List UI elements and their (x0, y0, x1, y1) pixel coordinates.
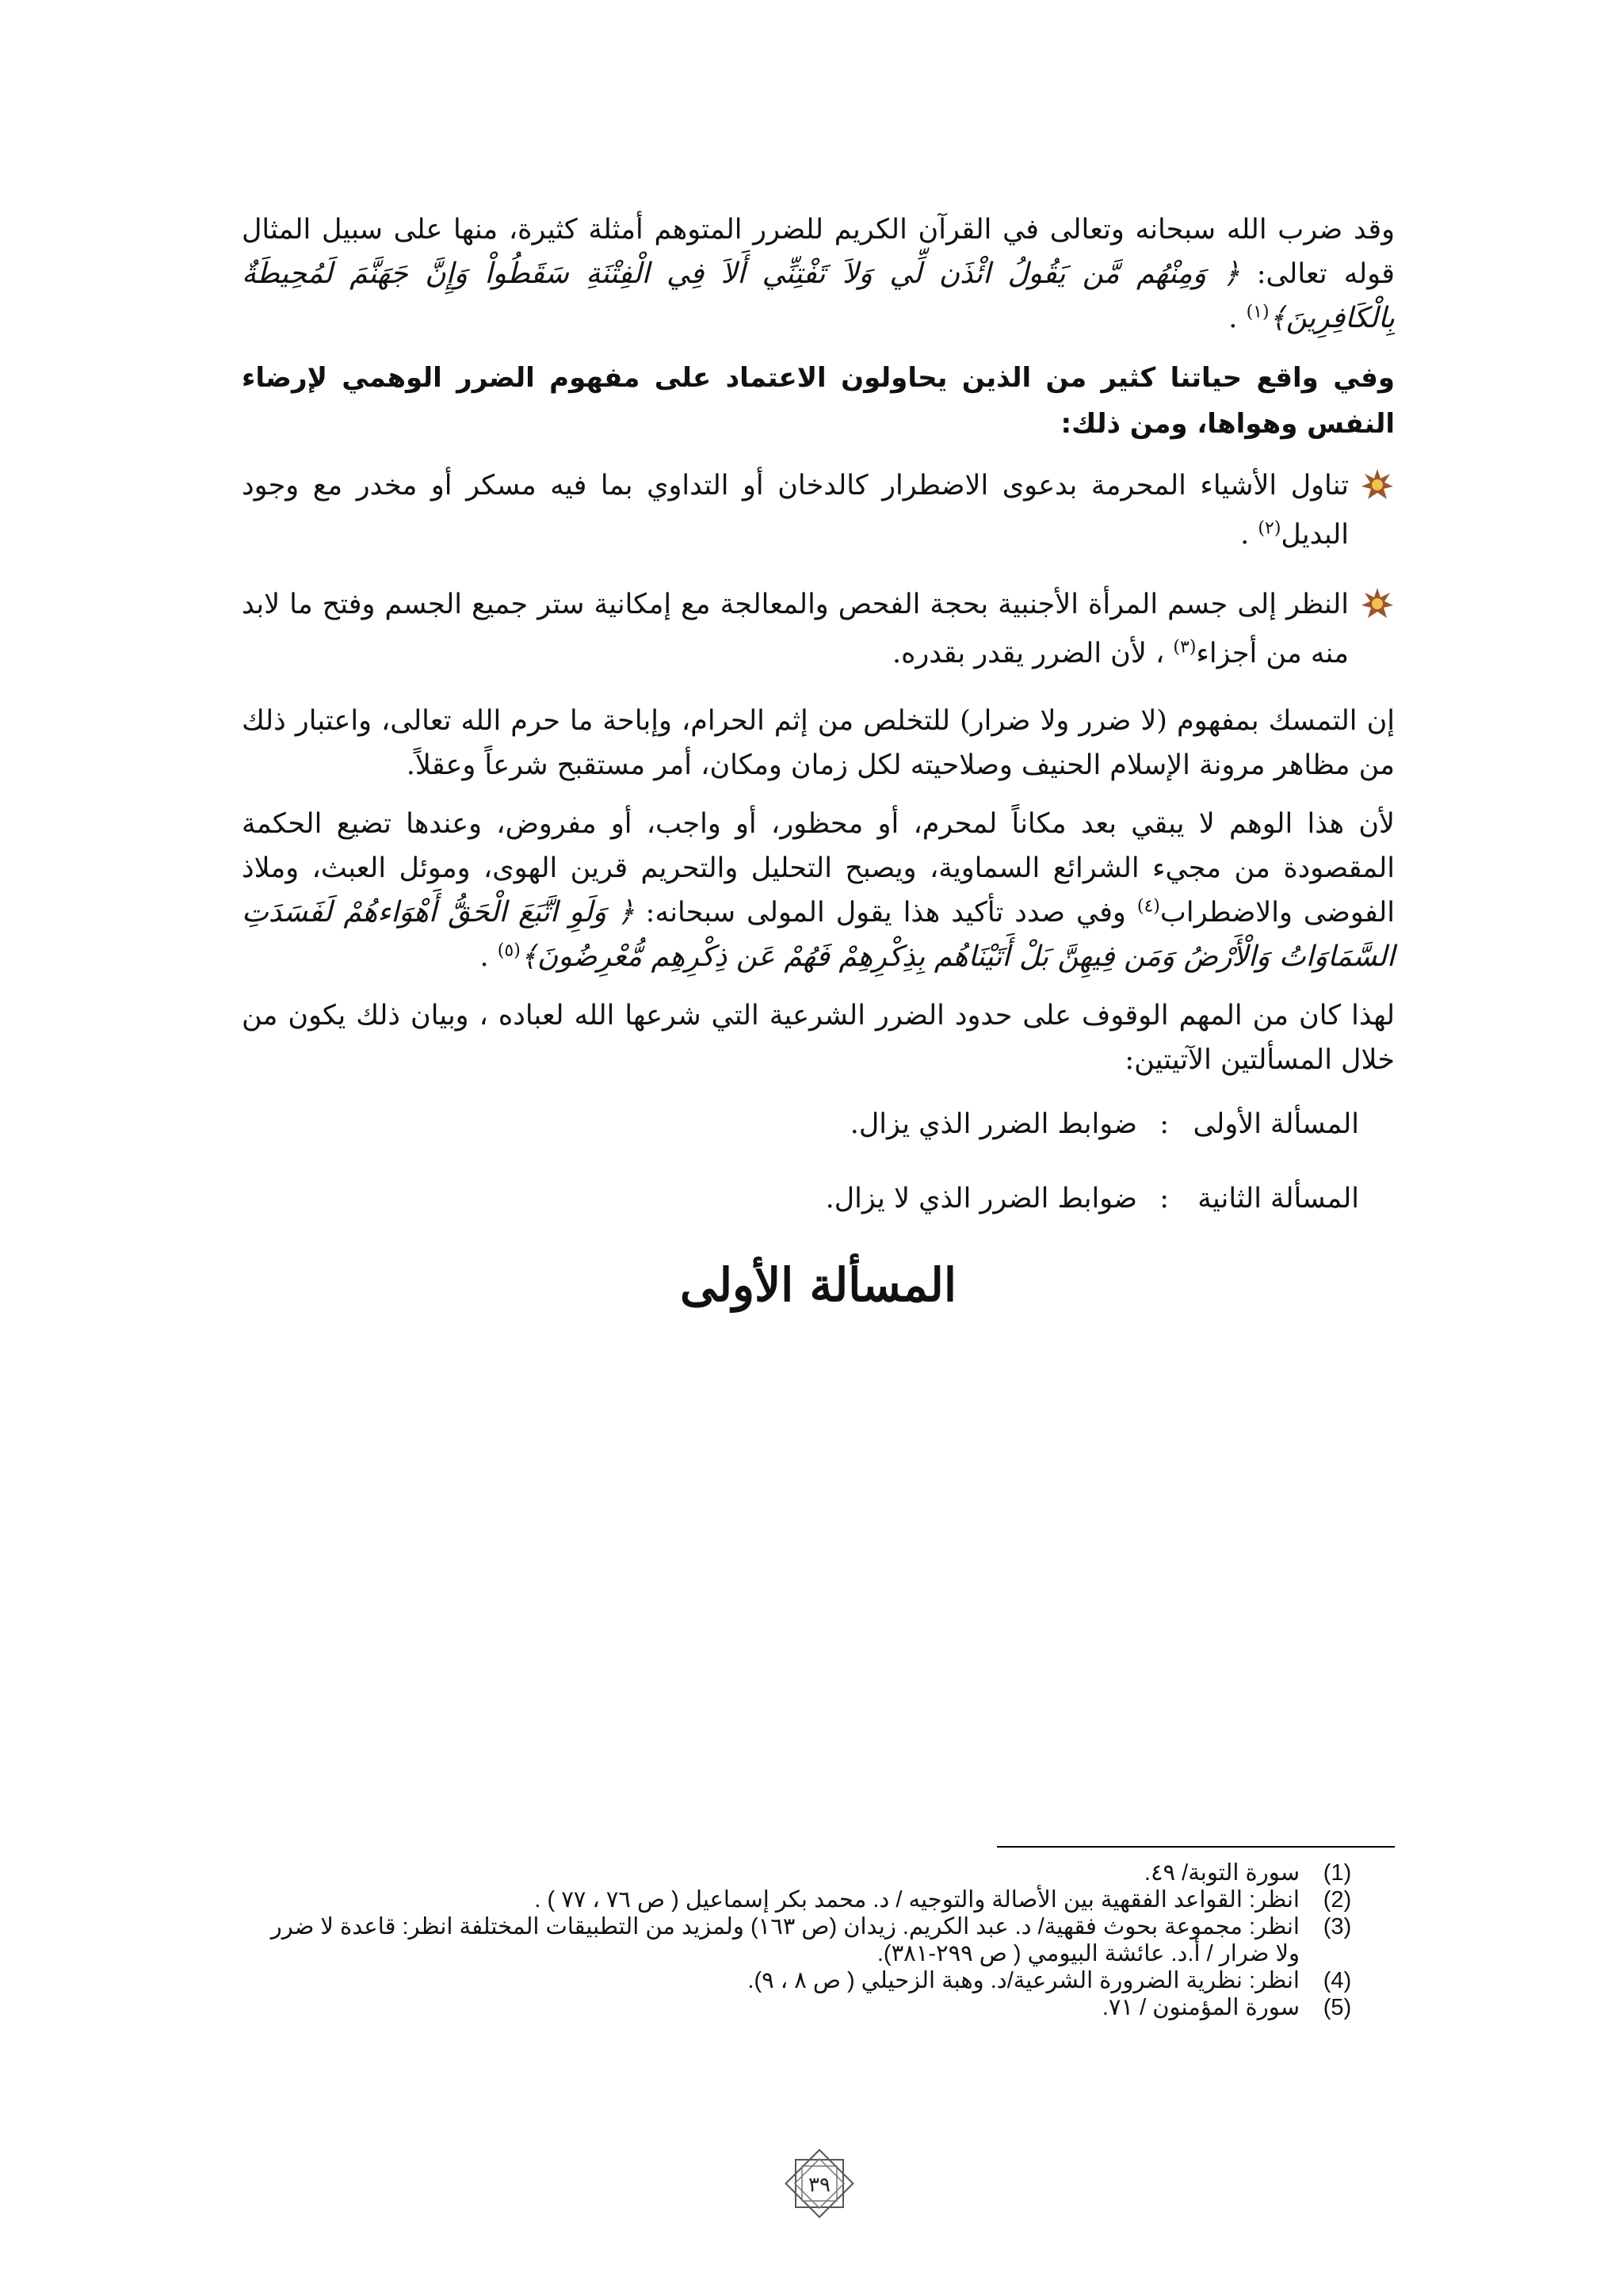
page-body (242, 208, 1395, 1317)
octagram-frame-icon (781, 2145, 857, 2222)
paragraph-2-bold: وفي واقع حياتنا كثير من الذين يحاولون الاعتماد على مفهوم الضرر الوهمي لإرضاء النفس وهواها، ومن ذلك: (242, 362, 1395, 440)
footnote-ref-4: (٤) (1136, 896, 1160, 917)
quran-verse-1: ﴿ وَمِنْهُم مَّن يَقُولُ ائْذَن لِّي وَلاَ تَفْتِنِّي أَلاَ فِي الْفِتْنَةِ سَقَطُواْ وَإِنَّ جَهَنَّمَ لَمُحِيطَةٌ بِالْكَافِرِينَ﴾ (242, 257, 1395, 334)
paragraph-4: لأن هذا الوهم لا يبقي بعد مكاناً لمحرم، أو محظور، أو واجب، أو مفروض، وعندها تضيع الحكمة المقصودة من مجيء الشرائع السماوية، ويصبح التحليل والتحريم قرين الهوى، وموئل العبث، وملاذ الفوضى والاضطراب$^{(٤)}$ وفي صدد تأكيد هذا يقول المولى سبحانه: ﴿ وَلَوِ اتَّبَعَ الْحَقُّ أَهْوَاءهُمْ لَفَسَدَتِ السَّمَاوَاتُ وَالْأَرْضُ وَمَن فِيهِنَّ بَلْ أَتَيْنَاهُم بِذِكْرِهِمْ فَهُمْ عَن ذِكْرِهِم مُّعْرِضُونَ﴾$^{(٥)}$ . (242, 808, 1395, 973)
issue-row-1: المسألة الأولى : ضوابط الضرر الذي يزال. (850, 1108, 1359, 1140)
paragraph-5: لهذا كان من المهم الوقوف على حدود الضرر الشرعية التي شرعها الله لعباده ، وبيان ذلك يكون من خلال المسألتين الآتيتين: (242, 1000, 1395, 1076)
bullet-item-1: تناول الأشياء المحرمة بدعوى الاضطرار كالدخان أو التداوي بما فيه مسكر أو مخدر مع وجود البديل$^{(٢)}$ . (242, 461, 1395, 559)
footnote-item: (3) انظر: مجموعة بحوث فقهية/ د. عبد الكريم. زيدان (ص ١٦٣) ولمزيد من التطبيقات المختلفة انظر: قاعدة لا ضرر ولا ضرار / أ.د. عائشة البيومي ( ص ٢٩٩-٣٨١). (270, 1914, 1352, 1966)
page-number-frame (781, 2145, 857, 2222)
quran-verse-2: ﴿ وَلَوِ اتَّبَعَ الْحَقُّ أَهْوَاءهُمْ لَفَسَدَتِ السَّمَاوَاتُ وَالْأَرْضُ وَمَن فِيهِنَّ بَلْ أَتَيْنَاهُم بِذِكْرِهِمْ فَهُمْ عَن ذِكْرِهِم مُّعْرِضُونَ﴾ (242, 896, 1395, 973)
footnote-item: (2) انظر: القواعد الفقهية بين الأصالة والتوجيه / د. محمد بكر إسماعيل ( ص ٧٦ ، ٧٧ ) . (534, 1887, 1352, 1913)
page-number: ٣٩ (808, 2173, 831, 2197)
paragraph-3: إن التمسك بمفهوم (لا ضرر ولا ضرار) للتخلص من إثم الحرام، وإباحة ما حرم الله تعالى، واعتبار ذلك من مظاهر مرونة الإسلام الحنيف وصلاحيته لكل زمان ومكان، أمر مستقبح شرعاً وعقلاً. (242, 705, 1395, 781)
footnote-ref-3: (٣) (1173, 637, 1197, 658)
footnote-item: (5) سورة المؤمنون / ٧١. (1102, 1995, 1352, 2020)
star-bullet-icon (1360, 467, 1395, 502)
bullet-item-2: النظر إلى جسم المرأة الأجنبية بحجة الفحص والمعالجة مع إمكانية ستر جميع الجسم وفتح ما لابد منه من أجزاء$^{(٣)}$ ، لأن الضرر يقدر بقدره. (242, 580, 1395, 678)
issue-row-2: المسألة الثانية : ضوابط الضرر الذي لا يزال. (825, 1183, 1359, 1215)
footnote-item: (1) سورة التوبة/ ٤٩. (1144, 1860, 1352, 1886)
paragraph-1: وقد ضرب الله سبحانه وتعالى في القرآن الكريم للضرر المتوهم أمثلة كثيرة، منها على سبيل المثال قوله تعالى: ﴿ وَمِنْهُم مَّن يَقُولُ ائْذَن لِّي وَلاَ تَفْتِنِّي أَلاَ فِي الْفِتْنَةِ سَقَطُواْ وَإِنَّ جَهَنَّمَ لَمُحِيطَةٌ بِالْكَافِرِينَ﴾$^{(١)}$ . (242, 214, 1395, 334)
footnote-ref-1: (١) (1246, 302, 1270, 322)
section-heading: المسألة الأولى (680, 1258, 957, 1312)
footnote-ref-5: (٥) (497, 940, 521, 961)
issues-list (242, 1104, 1395, 1219)
footnote-divider (997, 1846, 1395, 1848)
footnote-item: (4) انظر: نظرية الضرورة الشرعية/د. وهبة الزحيلي ( ص ٨ ، ٩). (747, 1968, 1352, 1993)
star-bullet-icon (1360, 586, 1395, 621)
footnotes (242, 1859, 1375, 2021)
footnote-ref-2: (٢) (1258, 518, 1281, 539)
